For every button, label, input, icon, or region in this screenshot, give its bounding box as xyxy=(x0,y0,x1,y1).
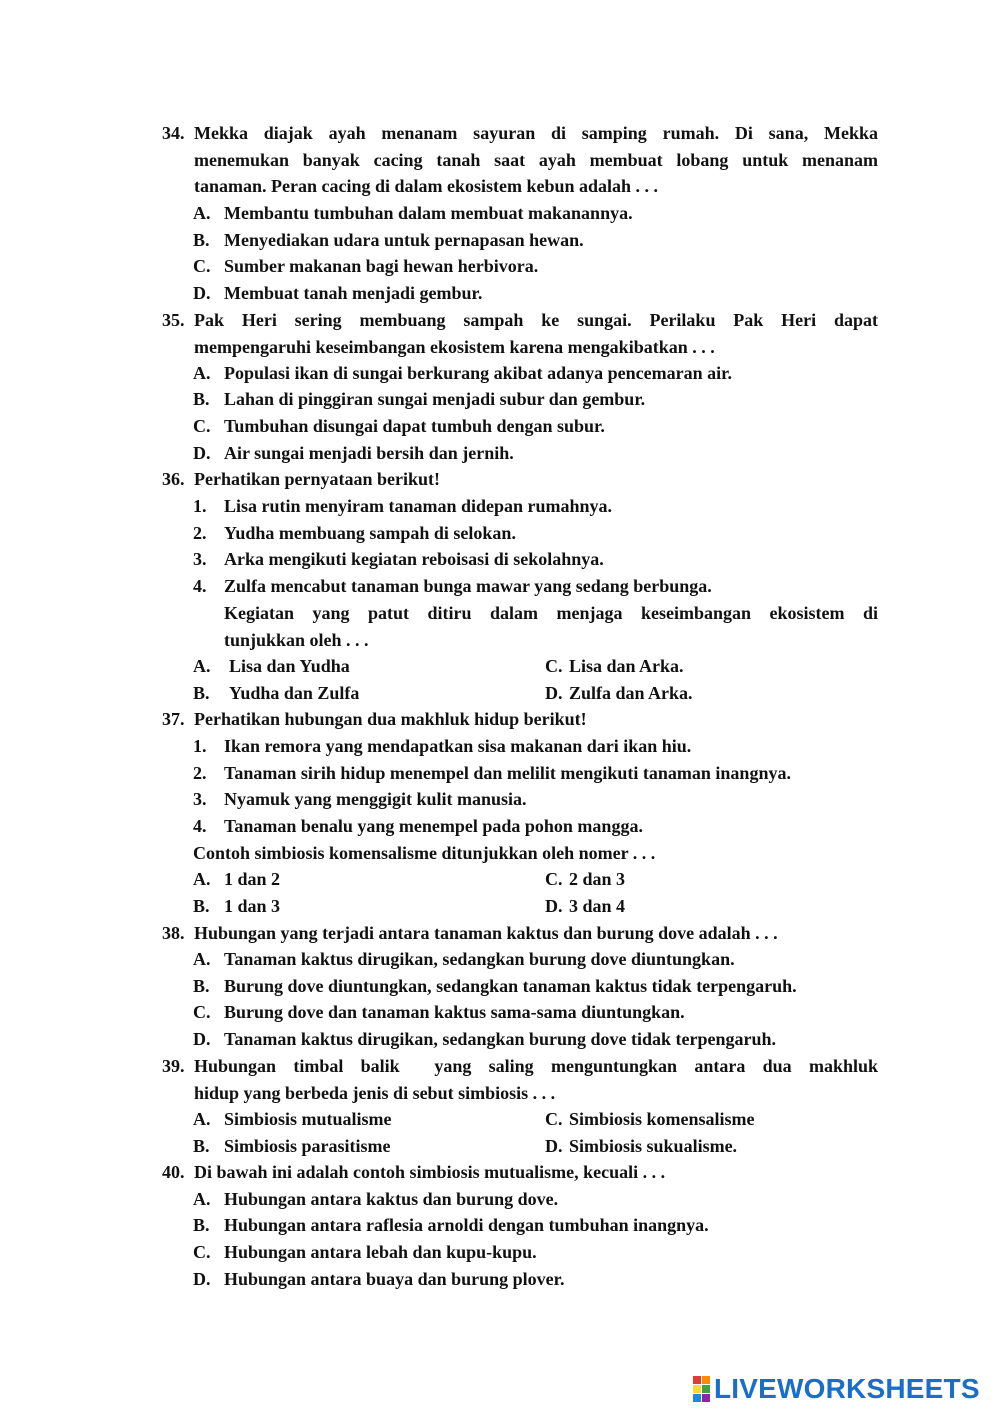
question-number: 40. xyxy=(162,1162,185,1182)
option-38-b[interactable]: B. Burung dove diuntungkan, sedangkan tanaman kaktus tidak terpengaruh. xyxy=(193,976,797,996)
logo-blocks-icon xyxy=(693,1376,710,1402)
option-39-c[interactable]: C. Simbiosis komensalisme xyxy=(545,1109,755,1129)
option-39-a[interactable]: A. Simbiosis mutualisme xyxy=(193,1109,392,1129)
option-35-a[interactable]: A. Populasi ikan di sungai berkurang akibat adanya pencemaran air. xyxy=(193,363,732,383)
logo-block xyxy=(693,1385,701,1393)
logo-block xyxy=(702,1385,710,1393)
option-38-a[interactable]: A. Tanaman kaktus dirugikan, sedangkan burung dove diuntungkan. xyxy=(193,949,735,969)
question-stem-line: menemukan banyak cacing tanah saat ayah membuat lobang untuk menanam xyxy=(194,149,878,170)
option-35-c[interactable]: C. Tumbuhan disungai dapat tumbuh dengan subur. xyxy=(193,416,605,436)
option-34-a[interactable]: A. Membantu tumbuhan dalam membuat makanannya. xyxy=(193,203,633,223)
option-35-b[interactable]: B. Lahan di pinggiran sungai menjadi subur dan gembur. xyxy=(193,389,646,409)
statement-36-4: 4. Zulfa mencabut tanaman bunga mawar yang sedang berbunga. xyxy=(193,576,712,596)
question-35 xyxy=(162,307,878,360)
option-40-a[interactable]: A. Hubungan antara kaktus dan burung dove. xyxy=(193,1189,559,1209)
option-37-c[interactable]: C. 2 dan 3 xyxy=(545,869,626,889)
statement-37-3: 3. Nyamuk yang menggigit kulit manusia. xyxy=(193,789,527,809)
option-36-b[interactable]: B. Yudha dan Zulfa xyxy=(193,683,360,703)
logo-block xyxy=(693,1394,701,1402)
option-34-c[interactable]: C. Sumber makanan bagi hewan herbivora. xyxy=(193,256,539,276)
logo-wordmark: LIVEWORKSHEETS xyxy=(714,1373,980,1404)
question-38 xyxy=(162,920,778,947)
option-37-b[interactable]: B. 1 dan 3 xyxy=(193,896,281,916)
question-stem: Perhatikan pernyataan berikut! xyxy=(194,469,441,489)
question-stem: Hubungan yang terjadi antara tanaman kaktus dan burung dove adalah . . . xyxy=(194,923,778,943)
liveworksheets-logo xyxy=(693,1374,980,1404)
option-39-d[interactable]: D. Simbiosis sukualisme. xyxy=(545,1136,738,1156)
question-number: 39. xyxy=(162,1056,185,1076)
option-37-a[interactable]: A. 1 dan 2 xyxy=(193,869,281,889)
statement-37-4: 4. Tanaman benalu yang menempel pada pohon mangga. xyxy=(193,816,643,836)
question-39 xyxy=(162,1053,878,1106)
statement-36-3: 3. Arka mengikuti kegiatan reboisasi di sekolahnya. xyxy=(193,549,604,569)
statement-36-1: 1. Lisa rutin menyiram tanaman didepan rumahnya. xyxy=(193,496,613,516)
option-38-d[interactable]: D. Tanaman kaktus dirugikan, sedangkan burung dove tidak terpengaruh. xyxy=(193,1029,777,1049)
question-number: 34. xyxy=(162,123,185,143)
question-stem-line: hidup yang berbeda jenis di sebut simbiosis . . . xyxy=(194,1082,556,1103)
option-40-c[interactable]: C. Hubungan antara lebah dan kupu-kupu. xyxy=(193,1242,537,1262)
option-36-d[interactable]: D. Zulfa dan Arka. xyxy=(545,683,693,703)
question-36 xyxy=(162,466,440,493)
question-34 xyxy=(162,120,878,200)
question-number: 36. xyxy=(162,469,185,489)
statement-37-1: 1. Ikan remora yang mendapatkan sisa makanan dari ikan hiu. xyxy=(193,736,692,756)
question-stem-line: tanaman. Peran cacing di dalam ekosistem kebun adalah . . . xyxy=(194,176,659,197)
option-34-d[interactable]: D. Membuat tanah menjadi gembur. xyxy=(193,283,483,303)
statement-37-2: 2. Tanaman sirih hidup menempel dan melilit mengikuti tanaman inangnya. xyxy=(193,763,791,783)
option-36-a[interactable]: A. Lisa dan Yudha xyxy=(193,656,350,676)
question-36-prompt xyxy=(224,600,878,653)
question-stem-line: Mekka diajak ayah menanam sayuran di samping rumah. Di sana, Mekka xyxy=(194,123,878,143)
option-40-d[interactable]: D. Hubungan antara buaya dan burung plover. xyxy=(193,1269,565,1289)
question-stem-line: Hubungan timbal balik yang saling menguntungkan antara dua makhluk xyxy=(194,1056,878,1076)
option-38-c[interactable]: C. Burung dove dan tanaman kaktus sama-sama diuntungkan. xyxy=(193,1002,685,1022)
option-40-b[interactable]: B. Hubungan antara raflesia arnoldi dengan tumbuhan inangnya. xyxy=(193,1215,709,1235)
logo-block xyxy=(702,1376,710,1384)
question-prompt-line: tunjukkan oleh . . . xyxy=(224,629,369,650)
statement-36-2: 2. Yudha membuang sampah di selokan. xyxy=(193,523,516,543)
question-stem-line: mempengaruhi keseimbangan ekosistem karena mengakibatkan . . . xyxy=(194,336,715,357)
option-37-d[interactable]: D. 3 dan 4 xyxy=(545,896,626,916)
question-number: 35. xyxy=(162,310,185,330)
option-39-b[interactable]: B. Simbiosis parasitisme xyxy=(193,1136,391,1156)
question-stem: Perhatikan hubungan dua makhluk hidup berikut! xyxy=(194,709,587,729)
question-stem: Di bawah ini adalah contoh simbiosis mutualisme, kecuali . . . xyxy=(194,1162,666,1182)
question-37 xyxy=(162,706,587,733)
logo-block xyxy=(693,1376,701,1384)
question-number: 38. xyxy=(162,923,185,943)
logo-block xyxy=(702,1394,710,1402)
question-stem-line: Pak Heri sering membuang sampah ke sungai. Perilaku Pak Heri dapat xyxy=(194,310,878,330)
question-37-prompt: Contoh simbiosis komensalisme ditunjukkan oleh nomer . . . xyxy=(193,843,656,863)
option-35-d[interactable]: D. Air sungai menjadi bersih dan jernih. xyxy=(193,443,514,463)
question-prompt-line: Kegiatan yang patut ditiru dalam menjaga keseimbangan ekosistem di xyxy=(224,603,878,623)
option-34-b[interactable]: B. Menyediakan udara untuk pernapasan hewan. xyxy=(193,230,584,250)
option-36-c[interactable]: C. Lisa dan Arka. xyxy=(545,656,684,676)
question-number: 37. xyxy=(162,709,185,729)
question-40 xyxy=(162,1159,665,1186)
